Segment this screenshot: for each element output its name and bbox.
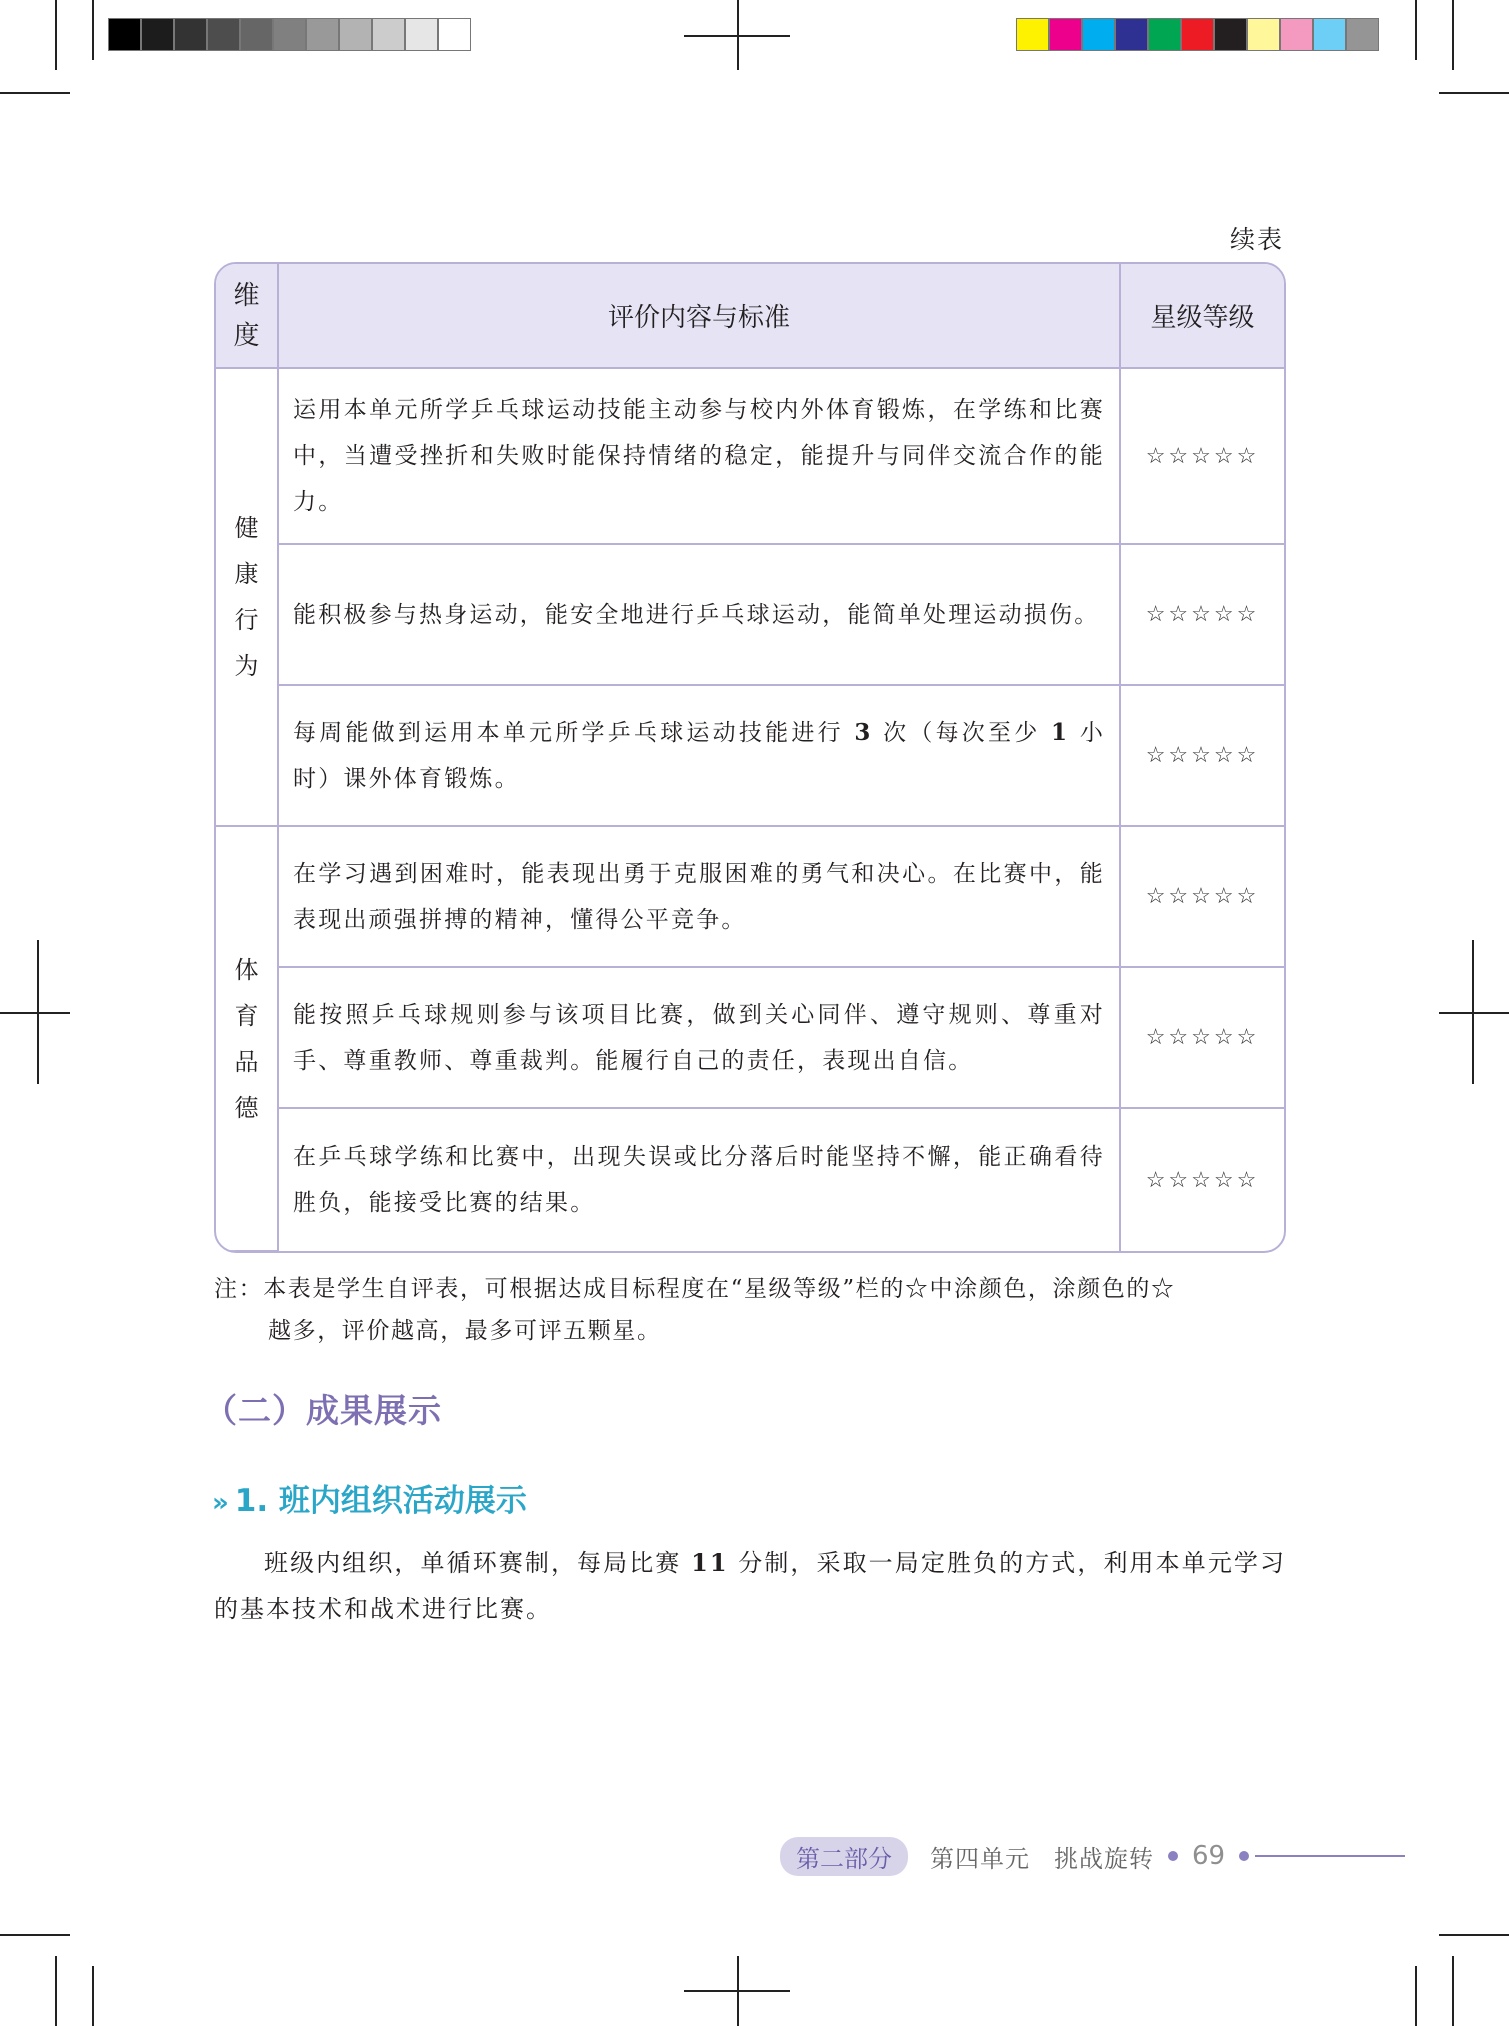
- dimension-char: 健: [234, 514, 259, 542]
- color-swatch: [1247, 18, 1280, 51]
- footer-part-badge: 第二部分: [780, 1837, 908, 1876]
- dimension-char: 康: [234, 560, 259, 588]
- dimension-char: 体: [234, 955, 259, 984]
- table-row: [216, 685, 1284, 826]
- criteria-text: 能按照乒乓球规则参与该项目比赛，做到关心同伴、遵守规则、尊重对手、尊重教师、尊重裁判。能履行自己的责任，表现出自信。: [278, 967, 1120, 1108]
- color-swatch: [438, 18, 471, 51]
- table-note: [214, 1268, 1294, 1352]
- body-text-part: 分制，采取一局定胜负的方式，利用本单元学习的基本技术和战术进行比赛。: [214, 1549, 1286, 1623]
- header-content: 评价内容与标准: [278, 264, 1120, 368]
- criteria-text-part: 每周能做到运用本单元所学乒乓球运动技能进行: [293, 719, 844, 746]
- dimension-sports-ethics: [216, 826, 278, 1251]
- color-swatch: [372, 18, 405, 51]
- table-row: [216, 1108, 1284, 1251]
- criteria-number: 3: [854, 718, 873, 746]
- color-swatch: [1115, 18, 1148, 51]
- note-line: 注：本表是学生自评表，可根据达成目标程度在“星级等级”栏的☆中涂颜色，涂颜色的☆: [214, 1276, 1176, 1302]
- footer-unit: 第四单元: [930, 1844, 1030, 1873]
- page-footer: [780, 1838, 1405, 1874]
- color-swatch: [1016, 18, 1049, 51]
- dimension-char: 行: [234, 606, 259, 634]
- color-swatch: [1082, 18, 1115, 51]
- dimension-health-behavior: [216, 368, 278, 826]
- criteria-text-part: 次（每次至少: [883, 719, 1041, 746]
- table-row: [216, 544, 1284, 685]
- star-rating[interactable]: ☆☆☆☆☆: [1120, 544, 1284, 685]
- color-swatch: [240, 18, 273, 51]
- section-heading: （二）成果展示: [204, 1391, 442, 1430]
- color-swatch: [1346, 18, 1379, 51]
- criteria-text: 能积极参与热身运动，能安全地进行乒乓球运动，能简单处理运动损伤。: [278, 544, 1120, 685]
- color-swatch: [207, 18, 240, 51]
- dimension-char: 为: [234, 652, 259, 680]
- criteria-text: [278, 685, 1120, 826]
- note-line: 越多，评价越高，最多可评五颗星。: [268, 1318, 662, 1344]
- header-dimension: [216, 264, 278, 368]
- star-rating[interactable]: ☆☆☆☆☆: [1120, 685, 1284, 826]
- table-header-row: [216, 264, 1284, 368]
- star-rating[interactable]: ☆☆☆☆☆: [1120, 1108, 1284, 1251]
- sub-heading-text: 1. 班内组织活动展示: [234, 1483, 527, 1519]
- criteria-text-part: 小时）课外体育锻炼。: [293, 719, 1106, 792]
- header-rating: 星级等级: [1120, 264, 1284, 368]
- criteria-text: 在乒乓球学练和比赛中，出现失误或比分落后时能坚持不懈，能正确看待胜负，能接受比赛的结果。: [278, 1108, 1120, 1251]
- color-swatch: [108, 18, 141, 51]
- color-swatch: [1148, 18, 1181, 51]
- dimension-char: 品: [234, 1047, 259, 1076]
- color-swatch: [174, 18, 207, 51]
- footer-rule: [1255, 1855, 1405, 1857]
- star-rating[interactable]: ☆☆☆☆☆: [1120, 826, 1284, 967]
- body-paragraph: [214, 1540, 1286, 1632]
- header-dimension-char: 度: [233, 320, 260, 351]
- dot-icon: [1239, 1851, 1249, 1861]
- continued-label: 续表: [1230, 225, 1285, 254]
- color-swatch: [1049, 18, 1082, 51]
- evaluation-table: [214, 262, 1286, 1253]
- footer-topic: 挑战旋转: [1054, 1844, 1154, 1873]
- table-row: [216, 826, 1284, 967]
- color-swatch: [1313, 18, 1346, 51]
- criteria-number: 1: [1051, 718, 1070, 746]
- criteria-text: 在学习遇到困难时，能表现出勇于克服困难的勇气和决心。在比赛中，能表现出顽强拼搏的精神，懂得公平竞争。: [278, 826, 1120, 967]
- dimension-char: 德: [234, 1093, 259, 1122]
- body-number: 11: [691, 1548, 729, 1577]
- criteria-text: 运用本单元所学乒乓球运动技能主动参与校内外体育锻炼，在学练和比赛中，当遭受挫折和失败时能保持情绪的稳定，能提升与同伴交流合作的能力。: [278, 368, 1120, 544]
- table-row: [216, 368, 1284, 544]
- star-rating[interactable]: ☆☆☆☆☆: [1120, 368, 1284, 544]
- color-swatch: [1214, 18, 1247, 51]
- chevron-right-icon: »: [212, 1488, 229, 1518]
- color-bar: [1016, 18, 1379, 51]
- star-rating[interactable]: ☆☆☆☆☆: [1120, 967, 1284, 1108]
- gray-color-bar: [108, 18, 471, 51]
- color-swatch: [339, 18, 372, 51]
- table-row: [216, 967, 1284, 1108]
- color-swatch: [405, 18, 438, 51]
- dot-icon: [1168, 1851, 1178, 1861]
- color-swatch: [306, 18, 339, 51]
- dimension-char: 育: [234, 1001, 259, 1030]
- color-swatch: [1280, 18, 1313, 51]
- sub-heading: [212, 1475, 527, 1520]
- page-number: 69: [1192, 1841, 1226, 1871]
- header-dimension-char: 维: [233, 280, 260, 311]
- color-swatch: [141, 18, 174, 51]
- color-swatch: [273, 18, 306, 51]
- body-text-part: 班级内组织，单循环赛制，每局比赛: [264, 1549, 682, 1577]
- color-swatch: [1181, 18, 1214, 51]
